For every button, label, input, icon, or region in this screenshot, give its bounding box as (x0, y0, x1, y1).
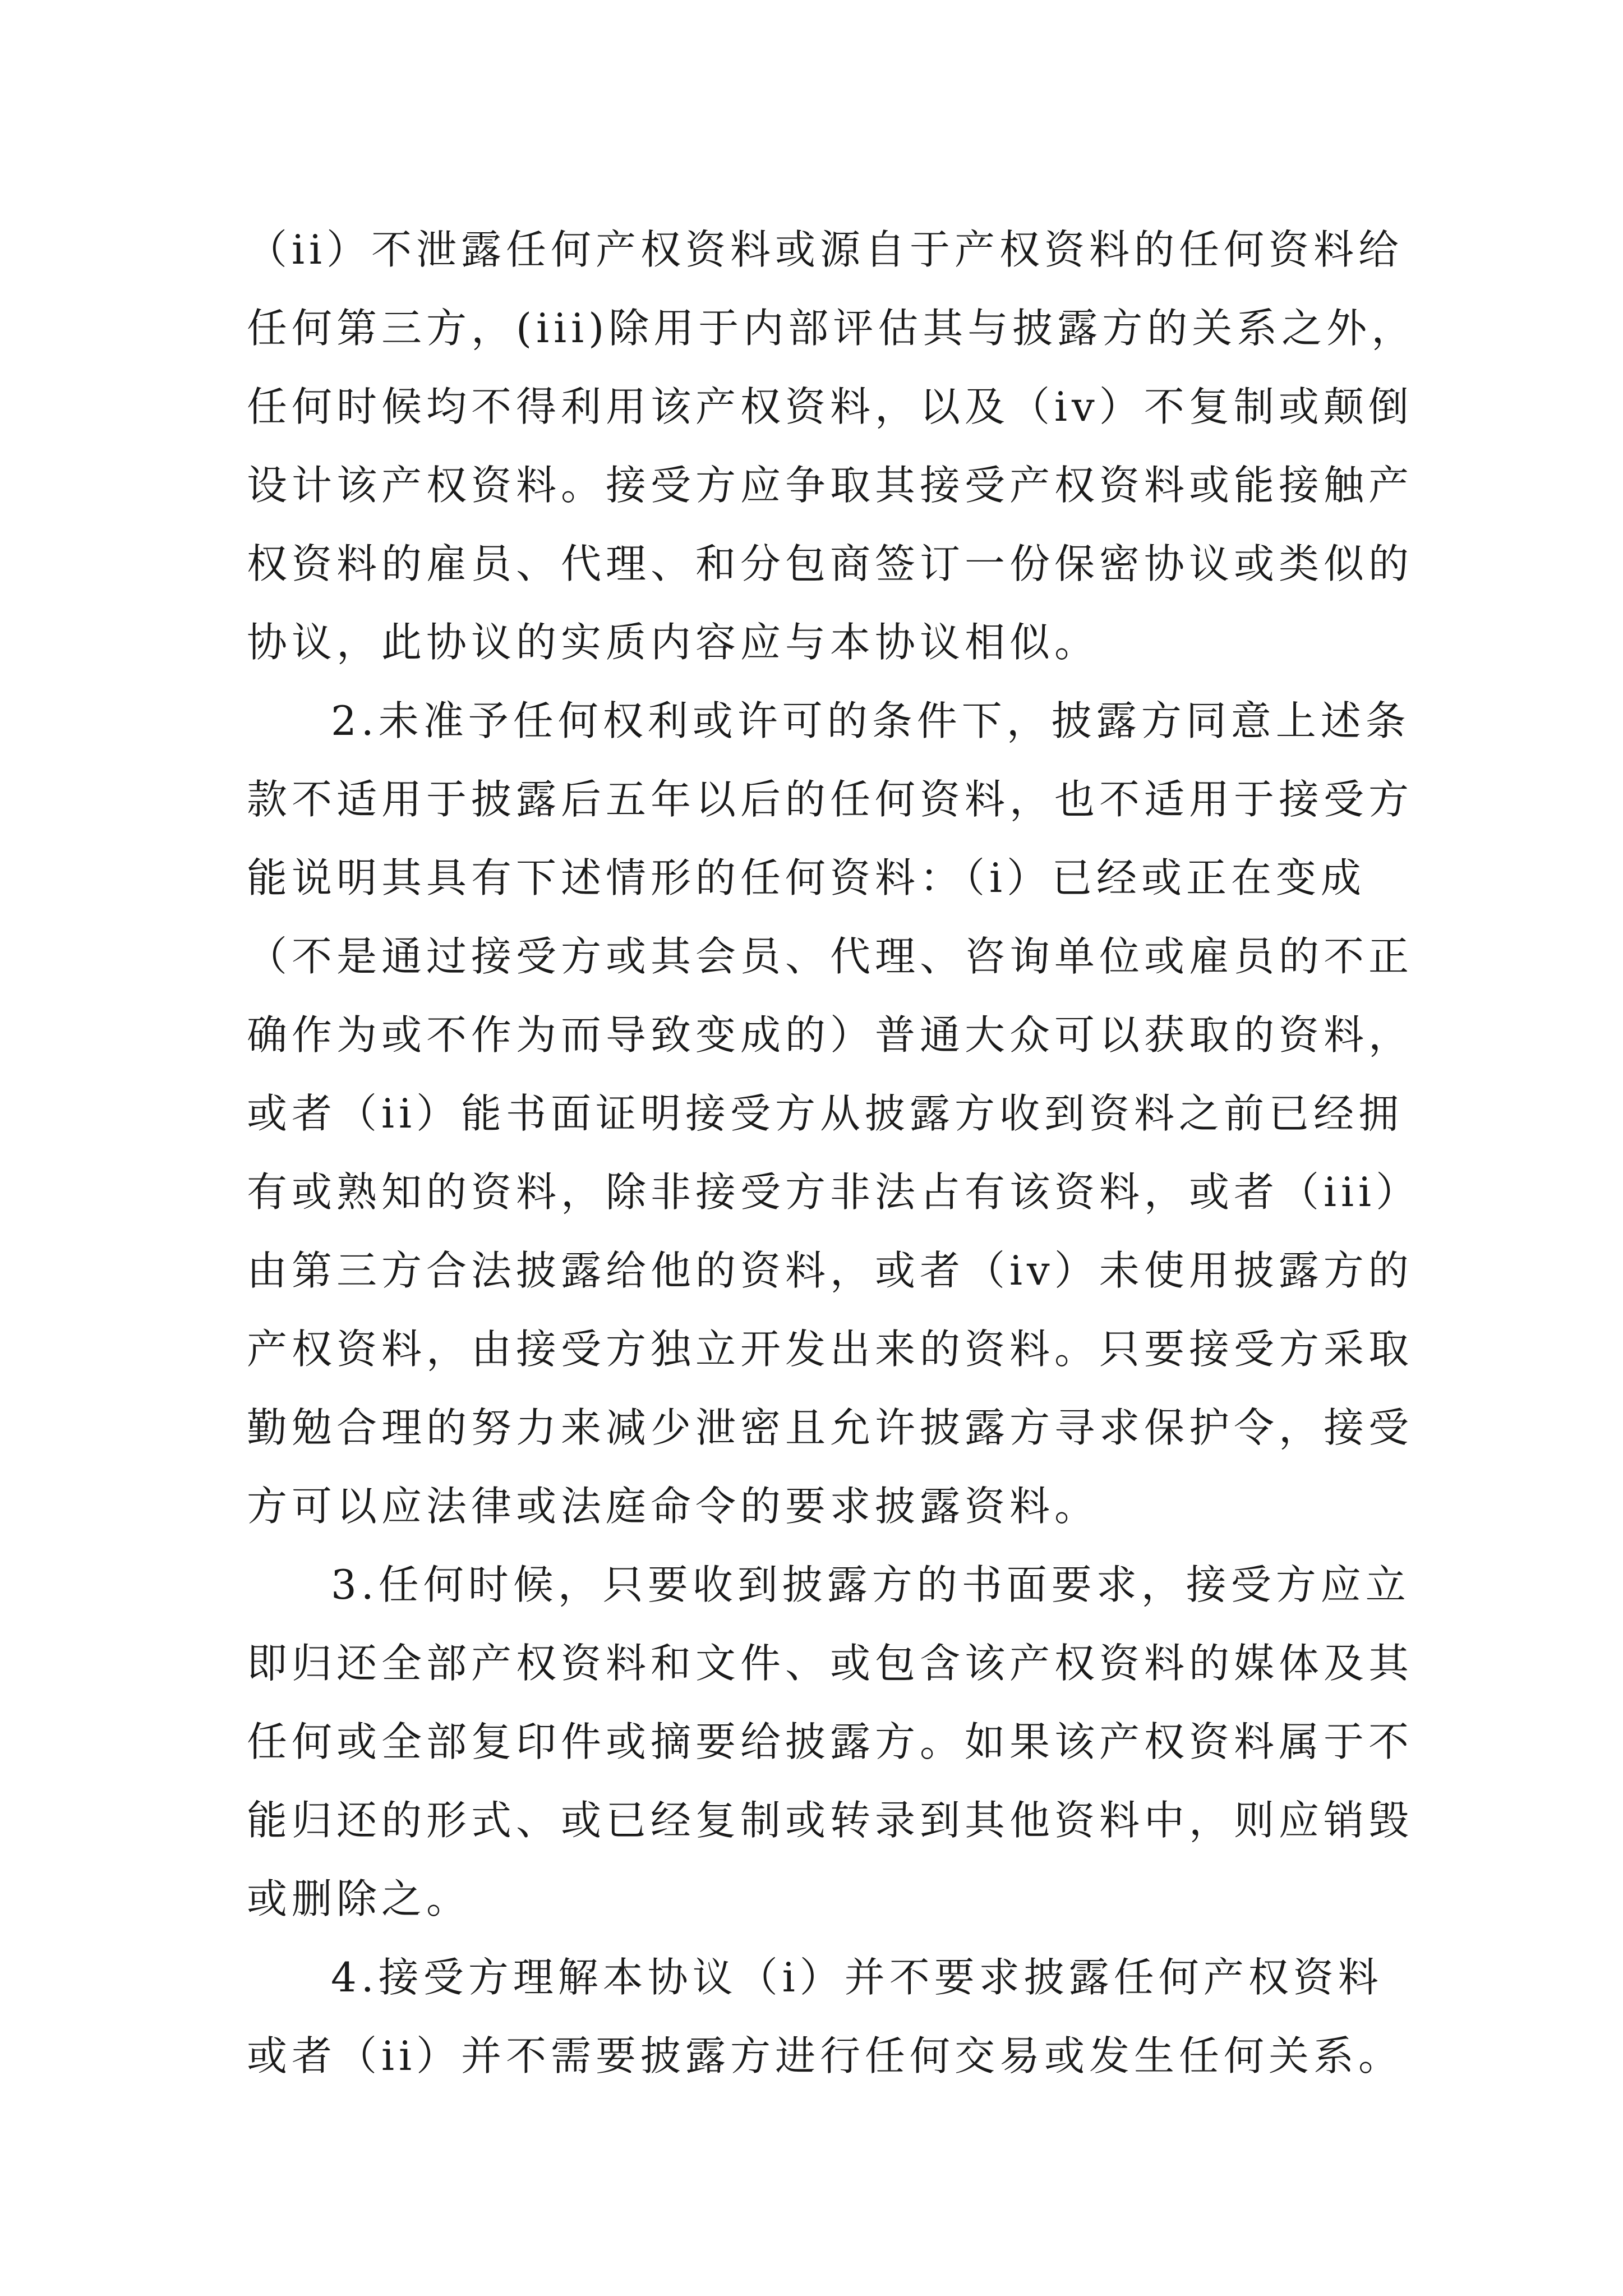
paragraph-clause-1-continued (247, 210, 1458, 682)
text-line: 协议，此协议的实质内容应与本协议相似。 (247, 619, 1100, 666)
text-line: 权资料的雇员、代理、和分包商签订一份保密协议或类似的 (247, 540, 1414, 587)
text-line: 确作为或不作为而导致变成的）普通大众可以获取的资料， (247, 1011, 1414, 1059)
text-line: 设计该产权资料。接受方应争取其接受产权资料或能接触产 (247, 462, 1414, 509)
document-body (247, 210, 1458, 2095)
text-line: 产权资料，由接受方独立开发出来的资料。只要接受方采取 (247, 1326, 1414, 1373)
text-line: 任何或全部复印件或摘要给披露方。如果该产权资料属于不 (247, 1718, 1414, 1765)
text-line: 由第三方合法披露给他的资料，或者（iv）未使用披露方的 (247, 1247, 1413, 1294)
text-line: 任何第三方，(iii)除用于内部评估其与披露方的关系之外， (247, 305, 1417, 352)
text-line-first: 2.未准予任何权利或许可的条件下，披露方同意上述条 (331, 697, 1410, 744)
text-line: 勤勉合理的努力来减少泄密且允许披露方寻求保护令，接受 (247, 1404, 1414, 1451)
text-line: 能说明其具有下述情形的任何资料：（i）已经或正在变成 (247, 854, 1366, 901)
text-line-first: 3.任何时候，只要收到披露方的书面要求，接受方应立 (331, 1561, 1410, 1608)
text-line: （不是通过接受方或其会员、代理、咨询单位或雇员的不正 (247, 933, 1414, 980)
text-line: 或删除之。 (247, 1875, 472, 1922)
text-line: 任何时候均不得利用该产权资料，以及（iv）不复制或颠倒 (247, 383, 1413, 430)
paragraph-clause-4 (247, 1938, 1458, 2095)
text-line: 款不适用于披露后五年以后的任何资料，也不适用于接受方 (247, 776, 1414, 823)
text-line-first: 4.接受方理解本协议（i）并不要求披露任何产权资料 (331, 1954, 1383, 2001)
text-line: （ii）不泄露任何产权资料或源自于产权资料的任何资料给 (247, 226, 1404, 273)
text-line: 即归还全部产权资料和文件、或包含该产权资料的媒体及其 (247, 1640, 1414, 1687)
text-line: 有或熟知的资料，除非接受方非法占有该资料，或者（iii） (247, 1168, 1421, 1216)
paragraph-clause-3 (247, 1545, 1458, 1938)
paragraph-clause-2 (247, 682, 1458, 1545)
text-line: 方可以应法律或法庭命令的要求披露资料。 (247, 1483, 1100, 1530)
text-line: 能归还的形式、或已经复制或转录到其他资料中，则应销毁 (247, 1797, 1414, 1844)
text-line: 或者（ii）并不需要披露方进行任何交易或发生任何关系。 (247, 2032, 1404, 2079)
text-line: 或者（ii）能书面证明接受方从披露方收到资料之前已经拥 (247, 1090, 1404, 1137)
